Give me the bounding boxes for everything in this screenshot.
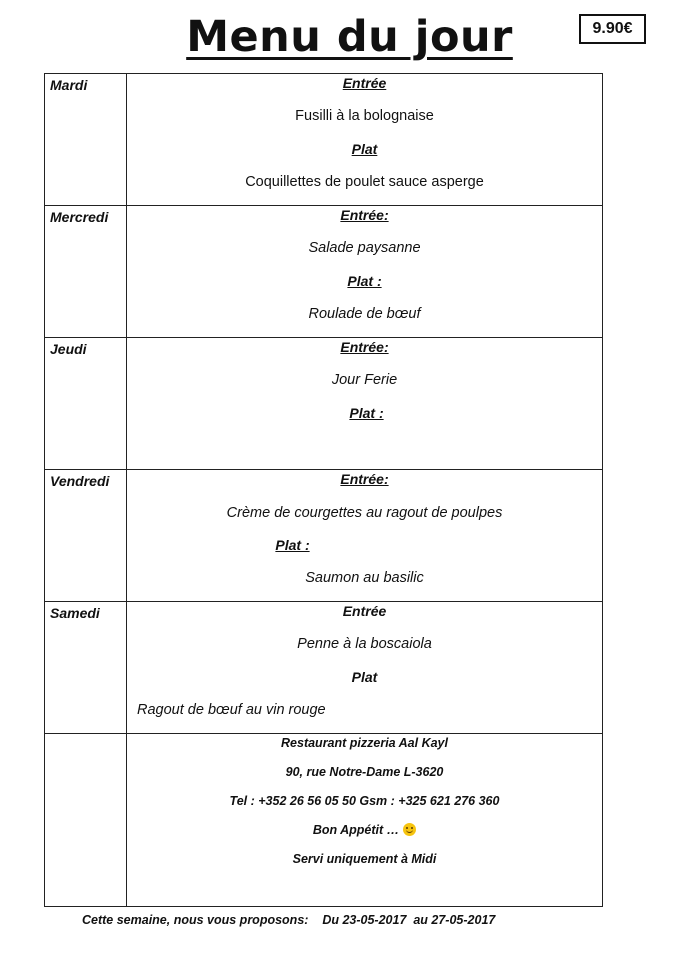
plat-dish: Saumon au basilic [305, 570, 424, 586]
service-note: Servi uniquement à Midi [292, 852, 437, 866]
menu-row-vendredi [45, 470, 603, 602]
restaurant-phone: Tel : +352 26 56 05 50 Gsm : +325 621 276 360 [229, 794, 500, 808]
day-label: Mercredi [45, 206, 127, 338]
page-title: Menu du jour [186, 12, 513, 62]
smiley-icon [403, 823, 416, 836]
menu-row-jeudi [45, 338, 603, 470]
plat-label: Plat : [275, 537, 310, 553]
plat-dish: Ragout de bœuf au vin rouge [137, 702, 326, 718]
menu-table [44, 73, 603, 907]
greeting-text: Bon Appétit … [312, 823, 400, 837]
menu-row-mercredi [45, 206, 603, 338]
entree-label: Entrée: [340, 207, 389, 223]
day-label: Samedi [45, 602, 127, 734]
entree-dish: Jour Ferie [331, 372, 398, 388]
entree-dish: Penne à la boscaiola [297, 636, 432, 652]
menu-row-mardi [45, 74, 603, 206]
info-row [45, 734, 603, 907]
price-box: 9.90€ [579, 14, 646, 44]
day-label: Vendredi [45, 470, 127, 602]
plat-dish: Roulade de bœuf [308, 306, 421, 322]
restaurant-name: Restaurant pizzeria Aal Kayl [281, 736, 448, 750]
restaurant-address: 90, rue Notre-Dame L-3620 [285, 765, 444, 779]
plat-label: Plat : [347, 273, 382, 289]
entree-label: Entrée [342, 603, 387, 619]
footer-dates: Cette semaine, nous vous proposons: Du 23-05-2017 au 27-05-2017 [82, 913, 496, 927]
entree-dish: Salade paysanne [308, 240, 421, 256]
entree-label: Entrée [342, 75, 387, 91]
day-label: Jeudi [45, 338, 127, 470]
entree-dish: Fusilli à la bolognaise [295, 108, 434, 124]
entree-label: Entrée: [340, 339, 389, 355]
menu-row-samedi [45, 602, 603, 734]
entree-label: Entrée: [340, 471, 389, 487]
plat-label: Plat : [349, 405, 384, 421]
greeting-line [127, 823, 602, 837]
plat-label: Plat [351, 669, 378, 685]
day-label: Mardi [45, 74, 127, 206]
plat-label: Plat [351, 141, 378, 157]
entree-dish: Crème de courgettes au ragout de poulpes [226, 505, 503, 521]
plat-dish: Coquillettes de poulet sauce asperge [245, 174, 484, 190]
